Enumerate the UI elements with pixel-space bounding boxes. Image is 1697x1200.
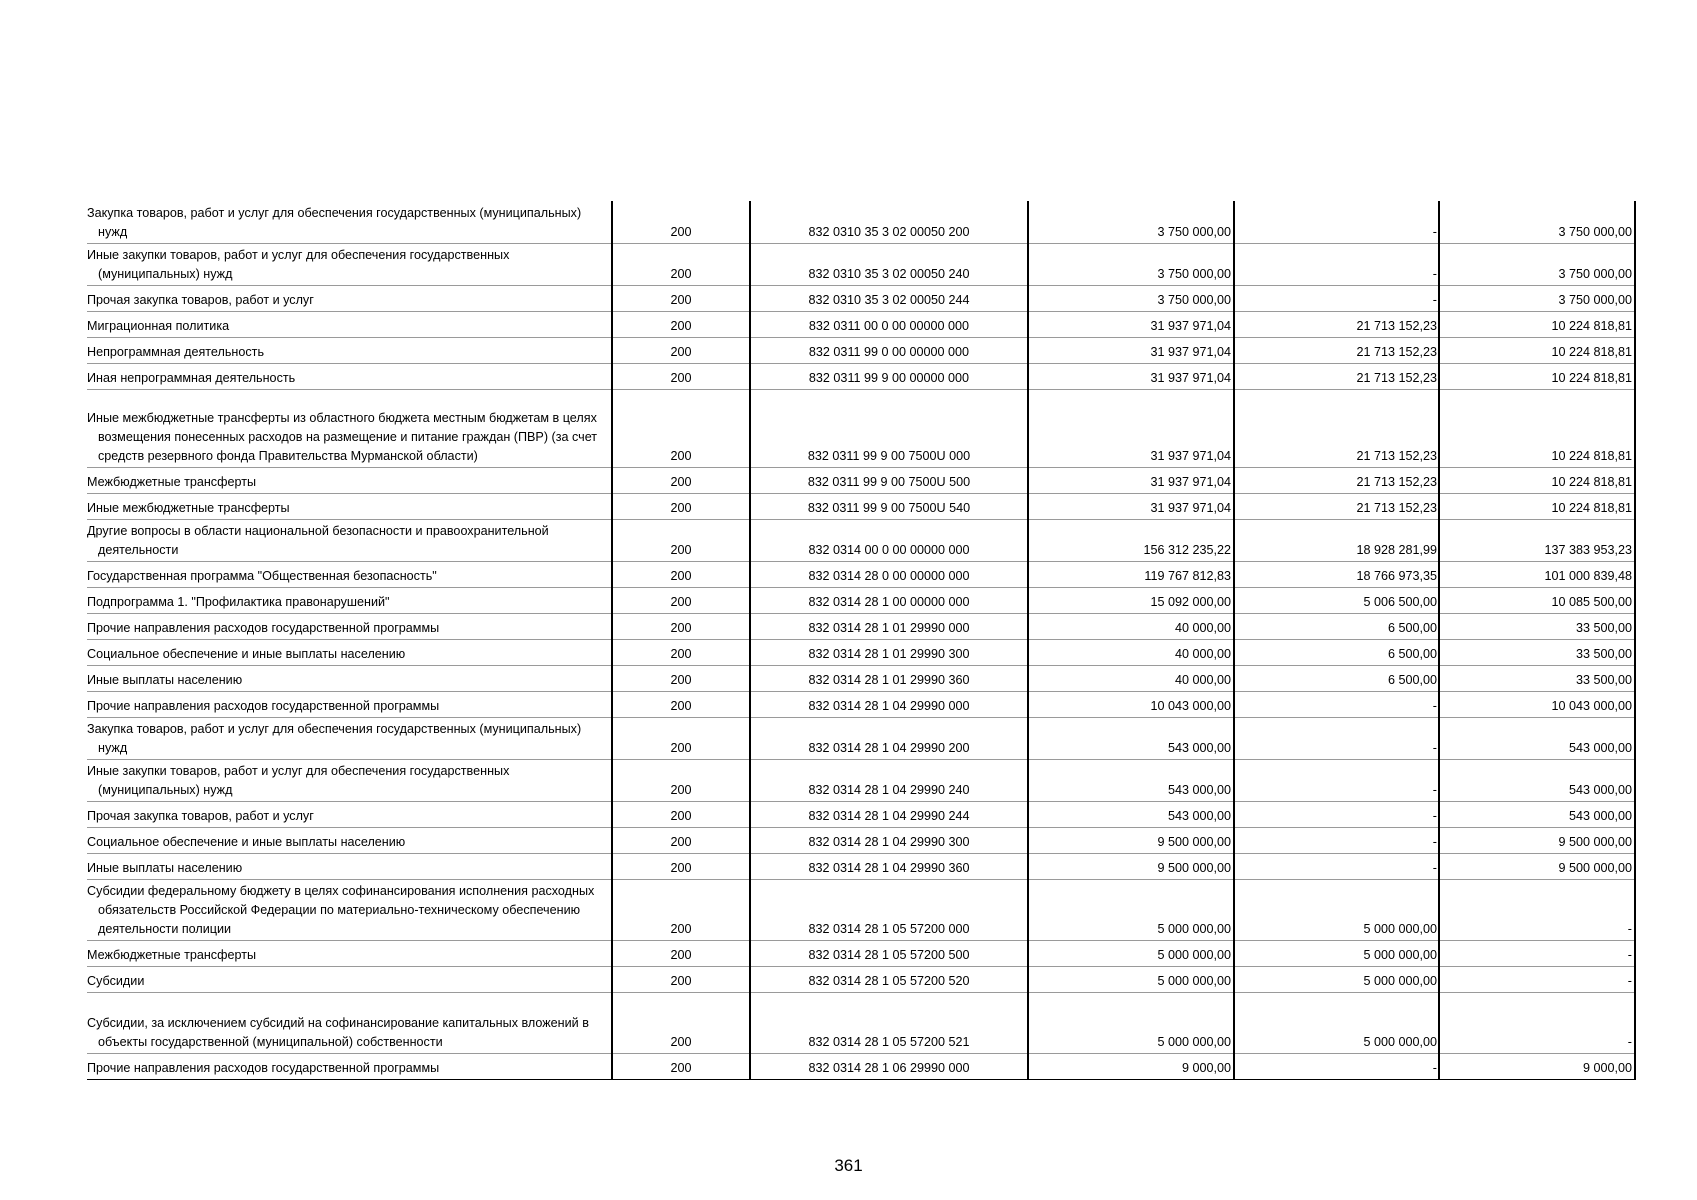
item-code: 200 xyxy=(612,639,750,665)
item-name xyxy=(87,639,612,665)
item-name xyxy=(87,665,612,691)
item-code: 200 xyxy=(612,853,750,879)
item-name xyxy=(87,285,612,311)
item-unexecuted: 3 750 000,00 xyxy=(1439,285,1635,311)
table-row xyxy=(87,311,1635,337)
item-name xyxy=(87,992,612,1053)
item-kbk: 832 0314 28 1 05 57200 500 xyxy=(750,940,1028,966)
item-unexecuted: 33 500,00 xyxy=(1439,613,1635,639)
table-row xyxy=(87,243,1635,285)
item-code: 200 xyxy=(612,665,750,691)
item-unexecuted: 10 224 818,81 xyxy=(1439,389,1635,467)
item-name-text: Подпрограмма 1. "Профилактика правонарушений" xyxy=(87,594,390,609)
item-kbk: 832 0314 28 1 01 29990 300 xyxy=(750,639,1028,665)
item-name-text: Субсидии федеральному бюджету в целях софинансирования исполнения расходных обязательств Российской Федерации по материально-техническому обеспечению деятельности полиции xyxy=(87,883,595,936)
item-name-text: Иная непрограммная деятельность xyxy=(87,370,296,385)
item-unexecuted: 10 224 818,81 xyxy=(1439,311,1635,337)
item-name-text: Прочие направления расходов государственной программы xyxy=(87,620,440,635)
item-name xyxy=(87,519,612,561)
item-code: 200 xyxy=(612,363,750,389)
item-executed: - xyxy=(1234,691,1439,717)
item-kbk: 832 0314 00 0 00 00000 000 xyxy=(750,519,1028,561)
item-unexecuted: - xyxy=(1439,940,1635,966)
item-executed: 6 500,00 xyxy=(1234,665,1439,691)
item-name-text: Социальное обеспечение и иные выплаты населению xyxy=(87,646,406,661)
item-name xyxy=(87,1053,612,1079)
item-name-text: Социальное обеспечение и иные выплаты населению xyxy=(87,834,406,849)
item-kbk: 832 0311 99 9 00 7500U 000 xyxy=(750,389,1028,467)
item-code: 200 xyxy=(612,801,750,827)
item-executed: 18 766 973,35 xyxy=(1234,561,1439,587)
item-approved: 5 000 000,00 xyxy=(1028,966,1234,992)
item-executed: - xyxy=(1234,801,1439,827)
item-approved: 119 767 812,83 xyxy=(1028,561,1234,587)
item-name-text: Иные выплаты населению xyxy=(87,672,243,687)
item-unexecuted: 101 000 839,48 xyxy=(1439,561,1635,587)
budget-table-body xyxy=(87,201,1635,1079)
item-name xyxy=(87,243,612,285)
item-executed: - xyxy=(1234,717,1439,759)
item-executed: 5 000 000,00 xyxy=(1234,940,1439,966)
item-kbk: 832 0314 28 1 00 00000 000 xyxy=(750,587,1028,613)
item-kbk: 832 0314 28 1 05 57200 521 xyxy=(750,992,1028,1053)
item-code: 200 xyxy=(612,879,750,940)
item-name xyxy=(87,759,612,801)
item-kbk: 832 0314 28 0 00 00000 000 xyxy=(750,561,1028,587)
table-row xyxy=(87,337,1635,363)
item-name xyxy=(87,587,612,613)
item-executed: - xyxy=(1234,243,1439,285)
table-row xyxy=(87,639,1635,665)
item-name-text: Прочая закупка товаров, работ и услуг xyxy=(87,292,314,307)
item-code: 200 xyxy=(612,691,750,717)
item-kbk: 832 0310 35 3 02 00050 244 xyxy=(750,285,1028,311)
item-kbk: 832 0314 28 1 04 29990 244 xyxy=(750,801,1028,827)
item-unexecuted: 10 224 818,81 xyxy=(1439,337,1635,363)
item-code: 200 xyxy=(612,311,750,337)
item-approved: 40 000,00 xyxy=(1028,665,1234,691)
item-name-text: Другие вопросы в области национальной безопасности и правоохранительной деятельности xyxy=(87,523,549,557)
item-approved: 3 750 000,00 xyxy=(1028,243,1234,285)
item-unexecuted: 9 000,00 xyxy=(1439,1053,1635,1079)
table-row xyxy=(87,759,1635,801)
item-executed: 21 713 152,23 xyxy=(1234,337,1439,363)
item-unexecuted: - xyxy=(1439,966,1635,992)
item-unexecuted: 33 500,00 xyxy=(1439,639,1635,665)
item-code: 200 xyxy=(612,992,750,1053)
table-row xyxy=(87,717,1635,759)
item-unexecuted: 9 500 000,00 xyxy=(1439,853,1635,879)
item-code: 200 xyxy=(612,493,750,519)
item-approved: 9 500 000,00 xyxy=(1028,853,1234,879)
item-code: 200 xyxy=(612,759,750,801)
item-executed: 5 000 000,00 xyxy=(1234,966,1439,992)
table-row xyxy=(87,519,1635,561)
item-kbk: 832 0314 28 1 04 29990 360 xyxy=(750,853,1028,879)
item-unexecuted: 10 085 500,00 xyxy=(1439,587,1635,613)
table-row xyxy=(87,587,1635,613)
item-name xyxy=(87,337,612,363)
table-row xyxy=(87,665,1635,691)
item-executed: - xyxy=(1234,201,1439,243)
item-name-text: Иные межбюджетные трансферты xyxy=(87,500,290,515)
item-executed: 18 928 281,99 xyxy=(1234,519,1439,561)
item-name xyxy=(87,389,612,467)
item-kbk: 832 0314 28 1 04 29990 200 xyxy=(750,717,1028,759)
table-row xyxy=(87,879,1635,940)
item-kbk: 832 0310 35 3 02 00050 240 xyxy=(750,243,1028,285)
item-kbk: 832 0311 00 0 00 00000 000 xyxy=(750,311,1028,337)
item-approved: 10 043 000,00 xyxy=(1028,691,1234,717)
table-row xyxy=(87,801,1635,827)
item-name xyxy=(87,467,612,493)
table-row xyxy=(87,853,1635,879)
item-unexecuted: 543 000,00 xyxy=(1439,801,1635,827)
item-name xyxy=(87,691,612,717)
item-code: 200 xyxy=(612,966,750,992)
item-name xyxy=(87,827,612,853)
item-kbk: 832 0314 28 1 05 57200 520 xyxy=(750,966,1028,992)
item-executed: 21 713 152,23 xyxy=(1234,363,1439,389)
item-kbk: 832 0311 99 9 00 7500U 540 xyxy=(750,493,1028,519)
item-executed: 21 713 152,23 xyxy=(1234,311,1439,337)
item-executed: - xyxy=(1234,827,1439,853)
item-kbk: 832 0314 28 1 01 29990 000 xyxy=(750,613,1028,639)
item-name-text: Межбюджетные трансферты xyxy=(87,474,257,489)
budget-table xyxy=(87,201,1636,1080)
item-code: 200 xyxy=(612,561,750,587)
item-executed: - xyxy=(1234,853,1439,879)
item-approved: 5 000 000,00 xyxy=(1028,992,1234,1053)
item-code: 200 xyxy=(612,467,750,493)
item-approved: 543 000,00 xyxy=(1028,717,1234,759)
item-name xyxy=(87,801,612,827)
item-unexecuted: - xyxy=(1439,992,1635,1053)
item-code: 200 xyxy=(612,337,750,363)
item-name-text: Прочие направления расходов государственной программы xyxy=(87,1060,440,1075)
item-approved: 9 500 000,00 xyxy=(1028,827,1234,853)
item-approved: 3 750 000,00 xyxy=(1028,201,1234,243)
item-code: 200 xyxy=(612,519,750,561)
table-row xyxy=(87,613,1635,639)
item-code: 200 xyxy=(612,243,750,285)
table-row xyxy=(87,827,1635,853)
item-executed: 21 713 152,23 xyxy=(1234,493,1439,519)
item-approved: 5 000 000,00 xyxy=(1028,940,1234,966)
item-approved: 31 937 971,04 xyxy=(1028,467,1234,493)
item-name xyxy=(87,853,612,879)
item-name-text: Субсидии, за исключением субсидий на софинансирование капитальных вложений в объекты государственной (муниципальной) собственности xyxy=(87,1015,589,1049)
item-approved: 543 000,00 xyxy=(1028,759,1234,801)
item-approved: 9 000,00 xyxy=(1028,1053,1234,1079)
item-approved: 40 000,00 xyxy=(1028,613,1234,639)
table-row xyxy=(87,285,1635,311)
item-name-text: Межбюджетные трансферты xyxy=(87,947,257,962)
item-approved: 156 312 235,22 xyxy=(1028,519,1234,561)
item-code: 200 xyxy=(612,389,750,467)
item-executed: 5 000 000,00 xyxy=(1234,992,1439,1053)
item-unexecuted: 137 383 953,23 xyxy=(1439,519,1635,561)
table-row xyxy=(87,201,1635,243)
item-approved: 15 092 000,00 xyxy=(1028,587,1234,613)
item-code: 200 xyxy=(612,587,750,613)
item-unexecuted: 3 750 000,00 xyxy=(1439,243,1635,285)
item-unexecuted: 9 500 000,00 xyxy=(1439,827,1635,853)
item-unexecuted: 543 000,00 xyxy=(1439,759,1635,801)
item-executed: 5 006 500,00 xyxy=(1234,587,1439,613)
table-row xyxy=(87,940,1635,966)
item-approved: 31 937 971,04 xyxy=(1028,311,1234,337)
item-approved: 5 000 000,00 xyxy=(1028,879,1234,940)
item-name xyxy=(87,201,612,243)
item-kbk: 832 0311 99 0 00 00000 000 xyxy=(750,337,1028,363)
item-name-text: Иные закупки товаров, работ и услуг для обеспечения государственных (муниципальных) нужд xyxy=(87,247,510,281)
item-unexecuted: 10 224 818,81 xyxy=(1439,493,1635,519)
item-code: 200 xyxy=(612,1053,750,1079)
table-row xyxy=(87,363,1635,389)
item-unexecuted: 3 750 000,00 xyxy=(1439,201,1635,243)
page-number: 361 xyxy=(834,1156,863,1175)
item-code: 200 xyxy=(612,940,750,966)
item-name xyxy=(87,561,612,587)
item-name-text: Субсидии xyxy=(87,973,145,988)
item-unexecuted: 33 500,00 xyxy=(1439,665,1635,691)
item-approved: 31 937 971,04 xyxy=(1028,363,1234,389)
item-kbk: 832 0310 35 3 02 00050 200 xyxy=(750,201,1028,243)
item-name-text: Государственная программа "Общественная безопасность" xyxy=(87,568,437,583)
item-code: 200 xyxy=(612,717,750,759)
item-name xyxy=(87,311,612,337)
item-executed: 6 500,00 xyxy=(1234,639,1439,665)
item-name-text: Миграционная политика xyxy=(87,318,230,333)
item-code: 200 xyxy=(612,613,750,639)
table-row xyxy=(87,389,1635,467)
item-name-text: Прочие направления расходов государственной программы xyxy=(87,698,440,713)
item-code: 200 xyxy=(612,201,750,243)
item-name-text: Закупка товаров, работ и услуг для обеспечения государственных (муниципальных) нужд xyxy=(87,205,582,239)
item-executed: 6 500,00 xyxy=(1234,613,1439,639)
item-approved: 31 937 971,04 xyxy=(1028,389,1234,467)
item-code: 200 xyxy=(612,285,750,311)
item-kbk: 832 0314 28 1 04 29990 000 xyxy=(750,691,1028,717)
table-row xyxy=(87,561,1635,587)
item-code: 200 xyxy=(612,827,750,853)
item-approved: 3 750 000,00 xyxy=(1028,285,1234,311)
item-kbk: 832 0314 28 1 04 29990 240 xyxy=(750,759,1028,801)
item-kbk: 832 0314 28 1 04 29990 300 xyxy=(750,827,1028,853)
item-unexecuted: 10 224 818,81 xyxy=(1439,467,1635,493)
item-approved: 31 937 971,04 xyxy=(1028,493,1234,519)
item-approved: 40 000,00 xyxy=(1028,639,1234,665)
table-row xyxy=(87,992,1635,1053)
table-row xyxy=(87,1053,1635,1079)
item-name xyxy=(87,940,612,966)
table-row xyxy=(87,467,1635,493)
item-name-text: Иные выплаты населению xyxy=(87,860,243,875)
item-executed: - xyxy=(1234,1053,1439,1079)
item-name-text: Непрограммная деятельность xyxy=(87,344,265,359)
item-unexecuted: 10 043 000,00 xyxy=(1439,691,1635,717)
item-kbk: 832 0311 99 9 00 7500U 500 xyxy=(750,467,1028,493)
item-name-text: Иные межбюджетные трансферты из областного бюджета местным бюджетам в целях возмещения понесенных расходов на размещение и питание граждан (ПВР) (за счет средств резервного фонда Правительства Мурманской области) xyxy=(87,410,598,463)
item-name xyxy=(87,717,612,759)
item-executed: 21 713 152,23 xyxy=(1234,389,1439,467)
table-row xyxy=(87,966,1635,992)
item-approved: 31 937 971,04 xyxy=(1028,337,1234,363)
item-name-text: Прочая закупка товаров, работ и услуг xyxy=(87,808,314,823)
item-unexecuted: - xyxy=(1439,879,1635,940)
item-executed: - xyxy=(1234,285,1439,311)
item-executed: - xyxy=(1234,759,1439,801)
item-unexecuted: 10 224 818,81 xyxy=(1439,363,1635,389)
item-executed: 5 000 000,00 xyxy=(1234,879,1439,940)
item-name-text: Иные закупки товаров, работ и услуг для обеспечения государственных (муниципальных) нужд xyxy=(87,763,510,797)
item-name xyxy=(87,879,612,940)
item-name xyxy=(87,966,612,992)
item-kbk: 832 0314 28 1 06 29990 000 xyxy=(750,1053,1028,1079)
item-executed: 21 713 152,23 xyxy=(1234,467,1439,493)
item-name xyxy=(87,613,612,639)
table-row xyxy=(87,691,1635,717)
item-approved: 543 000,00 xyxy=(1028,801,1234,827)
item-name-text: Закупка товаров, работ и услуг для обеспечения государственных (муниципальных) нужд xyxy=(87,721,582,755)
item-kbk: 832 0311 99 9 00 00000 000 xyxy=(750,363,1028,389)
item-name xyxy=(87,493,612,519)
item-kbk: 832 0314 28 1 01 29990 360 xyxy=(750,665,1028,691)
table-row xyxy=(87,493,1635,519)
item-name xyxy=(87,363,612,389)
item-kbk: 832 0314 28 1 05 57200 000 xyxy=(750,879,1028,940)
item-unexecuted: 543 000,00 xyxy=(1439,717,1635,759)
